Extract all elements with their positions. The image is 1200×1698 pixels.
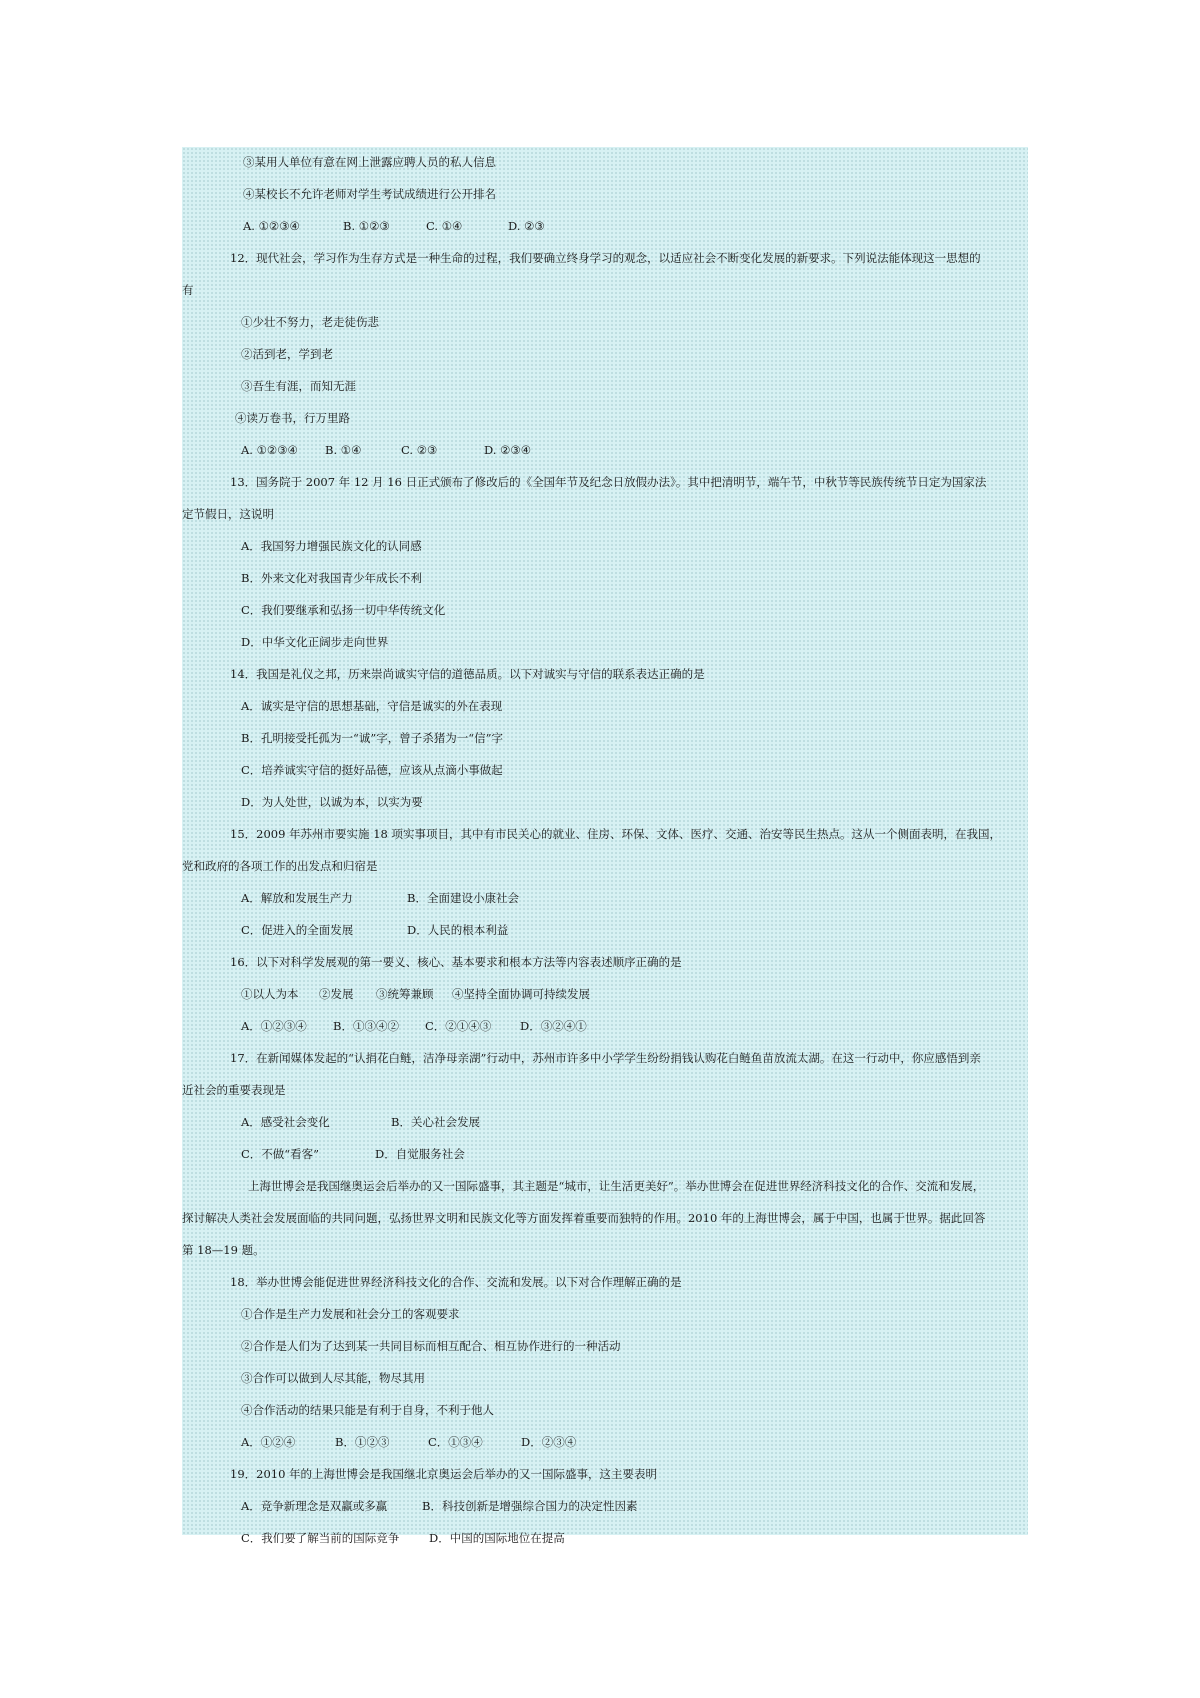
option-q18-options-1: B．①②③ [335, 1435, 390, 1449]
line-q18-item1: ①合作是生产力发展和社会分工的客观要求 [241, 1307, 460, 1321]
line-q12-stem-2: 有 [182, 283, 194, 297]
option-q12-options-3: D. ②③④ [484, 443, 532, 457]
line-q13-optD: D．中华文化正阔步走向世界 [241, 635, 389, 649]
option-q16-options-2: C．②①④③ [425, 1019, 492, 1033]
line-q18-item2: ②合作是人们为了达到某一共同目标而相互配合、相互协作进行的一种活动 [241, 1339, 621, 1353]
line-q18-options [241, 1435, 1041, 1449]
line-q16-options [241, 1019, 1041, 1033]
line-q12-item4: ④读万卷书，行万里路 [235, 411, 350, 425]
line-q19-options-2 [241, 1531, 1041, 1545]
line-q18-item3: ③合作可以做到人尽其能，物尽其用 [241, 1371, 425, 1385]
option-q17-options-1-1: B．关心社会发展 [391, 1115, 480, 1129]
option-q15-options-2-1: D．人民的根本利益 [407, 923, 509, 937]
option-q12-options-1: B. ①④ [325, 443, 362, 457]
option-q16-options-0: A．①②③④ [241, 1019, 307, 1033]
line-q15-options-1 [241, 891, 1041, 905]
line-passage-1: 上海世博会是我国继奥运会后举办的又一国际盛事，其主题是“城市，让生活更美好”。举办世博会在促进世界经济科技文化的合作、交流和发展， [248, 1179, 985, 1193]
option-q19-options-1-0: A．竞争新理念是双赢或多赢 [241, 1499, 388, 1513]
option-q18-options-3: D．②③④ [521, 1435, 577, 1449]
line-q12-item1: ①少壮不努力，老走徒伤悲 [241, 315, 379, 329]
line-q12-options [241, 443, 1041, 457]
line-q11-item4: ④某校长不允许老师对学生考试成绩进行公开排名 [243, 187, 496, 201]
line-q14-optA: A．诚实是守信的思想基础，守信是诚实的外在表现 [241, 699, 503, 713]
line-q17-stem-2: 近社会的重要表现是 [182, 1083, 286, 1097]
line-passage-3: 第 18—19 题。 [182, 1243, 265, 1257]
option-q12-options-2: C. ②③ [401, 443, 438, 457]
line-q13-stem-2: 定节假日，这说明 [182, 507, 274, 521]
option-q16-items-1: ②发展 [319, 987, 354, 1001]
option-q16-items-3: ④坚持全面协调可持续发展 [452, 987, 590, 1001]
option-q11-options-2: C. ①④ [426, 219, 463, 233]
line-q13-optA: A．我国努力增强民族文化的认同感 [241, 539, 422, 553]
line-q17-stem-1: 17．在新闻媒体发起的“认捐花白鲢，洁净母亲湖”行动中，苏州市许多中小学学生纷纷捐钱认购花白鲢鱼苗放流太湖。在这一行动中，你应感悟到亲 [230, 1051, 981, 1065]
line-q14-stem: 14．我国是礼仪之邦，历来崇尚诚实守信的道德品质。以下对诚实与守信的联系表达正确的是 [230, 667, 705, 681]
option-q17-options-1-0: A．感受社会变化 [241, 1115, 330, 1129]
option-q16-options-1: B．①③④② [333, 1019, 399, 1033]
option-q11-options-0: A. ①②③④ [243, 219, 300, 233]
option-q15-options-1-0: A．解放和发展生产力 [241, 891, 353, 905]
option-q11-options-1: B. ①②③ [343, 219, 390, 233]
line-q17-options-2 [241, 1147, 1041, 1161]
option-q18-options-0: A．①②④ [241, 1435, 296, 1449]
option-q16-items-0: ①以人为本 [241, 987, 299, 1001]
option-q19-options-2-1: D．中国的国际地位在提高 [429, 1531, 565, 1545]
line-q12-item2: ②活到老，学到老 [241, 347, 333, 361]
line-q18-stem: 18．举办世博会能促进世界经济科技文化的合作、交流和发展。以下对合作理解正确的是 [230, 1275, 682, 1289]
line-q13-optB: B．外来文化对我国青少年成长不利 [241, 571, 422, 585]
line-q13-optC: C．我们要继承和弘扬一切中华传统文化 [241, 603, 446, 617]
option-q15-options-1-1: B．全面建设小康社会 [407, 891, 519, 905]
option-q16-options-3: D．③②④① [520, 1019, 587, 1033]
line-q16-stem: 16．以下对科学发展观的第一要义、核心、基本要求和根本方法等内容表述顺序正确的是 [230, 955, 682, 969]
line-q19-stem: 19．2010 年的上海世博会是我国继北京奥运会后举办的又一国际盛事，这主要表明 [230, 1467, 658, 1481]
line-q13-stem-1: 13．国务院于 2007 年 12 月 16 日正式颁布了修改后的《全国年节及纪念日放假办法》。其中把清明节，端午节，中秋节等民族传统节日定为国家法 [230, 475, 987, 489]
option-q15-options-2-0: C．促进入的全面发展 [241, 923, 354, 937]
line-q11-item3: ③某用人单位有意在网上泄露应聘人员的私人信息 [243, 155, 496, 169]
line-q15-stem-1: 15．2009 年苏州市要实施 18 项实事项目，其中有市民关心的就业、住房、环保、文体、医疗、交通、治安等民生热点。这从一个侧面表明，在我国， [230, 827, 1001, 841]
line-q17-options-1 [241, 1115, 1041, 1129]
option-q12-options-0: A. ①②③④ [241, 443, 298, 457]
option-q19-options-2-0: C．我们要了解当前的国际竞争 [241, 1531, 400, 1545]
line-q12-item3: ③吾生有涯，而知无涯 [241, 379, 356, 393]
option-q19-options-1-1: B．科技创新是增强综合国力的决定性因素 [422, 1499, 638, 1513]
line-q19-options-1 [241, 1499, 1041, 1513]
option-q11-options-3: D. ②③ [508, 219, 545, 233]
line-q14-optC: C．培养诚实守信的挺好品德，应该从点滴小事做起 [241, 763, 503, 777]
option-q18-options-2: C．①③④ [428, 1435, 483, 1449]
line-q16-items [241, 987, 1041, 1001]
line-q18-item4: ④合作活动的结果只能是有利于自身，不利于他人 [241, 1403, 494, 1417]
option-q17-options-2-0: C．不做“看客” [241, 1147, 320, 1161]
line-passage-2: 探讨解决人类社会发展面临的共同问题，弘扬世界文明和民族文化等方面发挥着重要而独特的作用。2010 年的上海世博会，属于中国，也属于世界。据此回答 [182, 1211, 986, 1225]
line-q14-optD: D．为人处世，以诚为本，以实为要 [241, 795, 423, 809]
option-q17-options-2-1: D．自觉服务社会 [375, 1147, 465, 1161]
option-q16-items-2: ③统筹兼顾 [376, 987, 434, 1001]
line-q14-optB: B．孔明接受托孤为一“诚”字，曾子杀猪为一“信”字 [241, 731, 503, 745]
line-q11-options [243, 219, 1043, 233]
line-q15-stem-2: 党和政府的各项工作的出发点和归宿是 [182, 859, 378, 873]
line-q12-stem-1: 12．现代社会，学习作为生存方式是一种生命的过程，我们要确立终身学习的观念，以适应社会不断变化发展的新要求。下列说法能体现这一思想的 [230, 251, 981, 265]
line-q15-options-2 [241, 923, 1041, 937]
